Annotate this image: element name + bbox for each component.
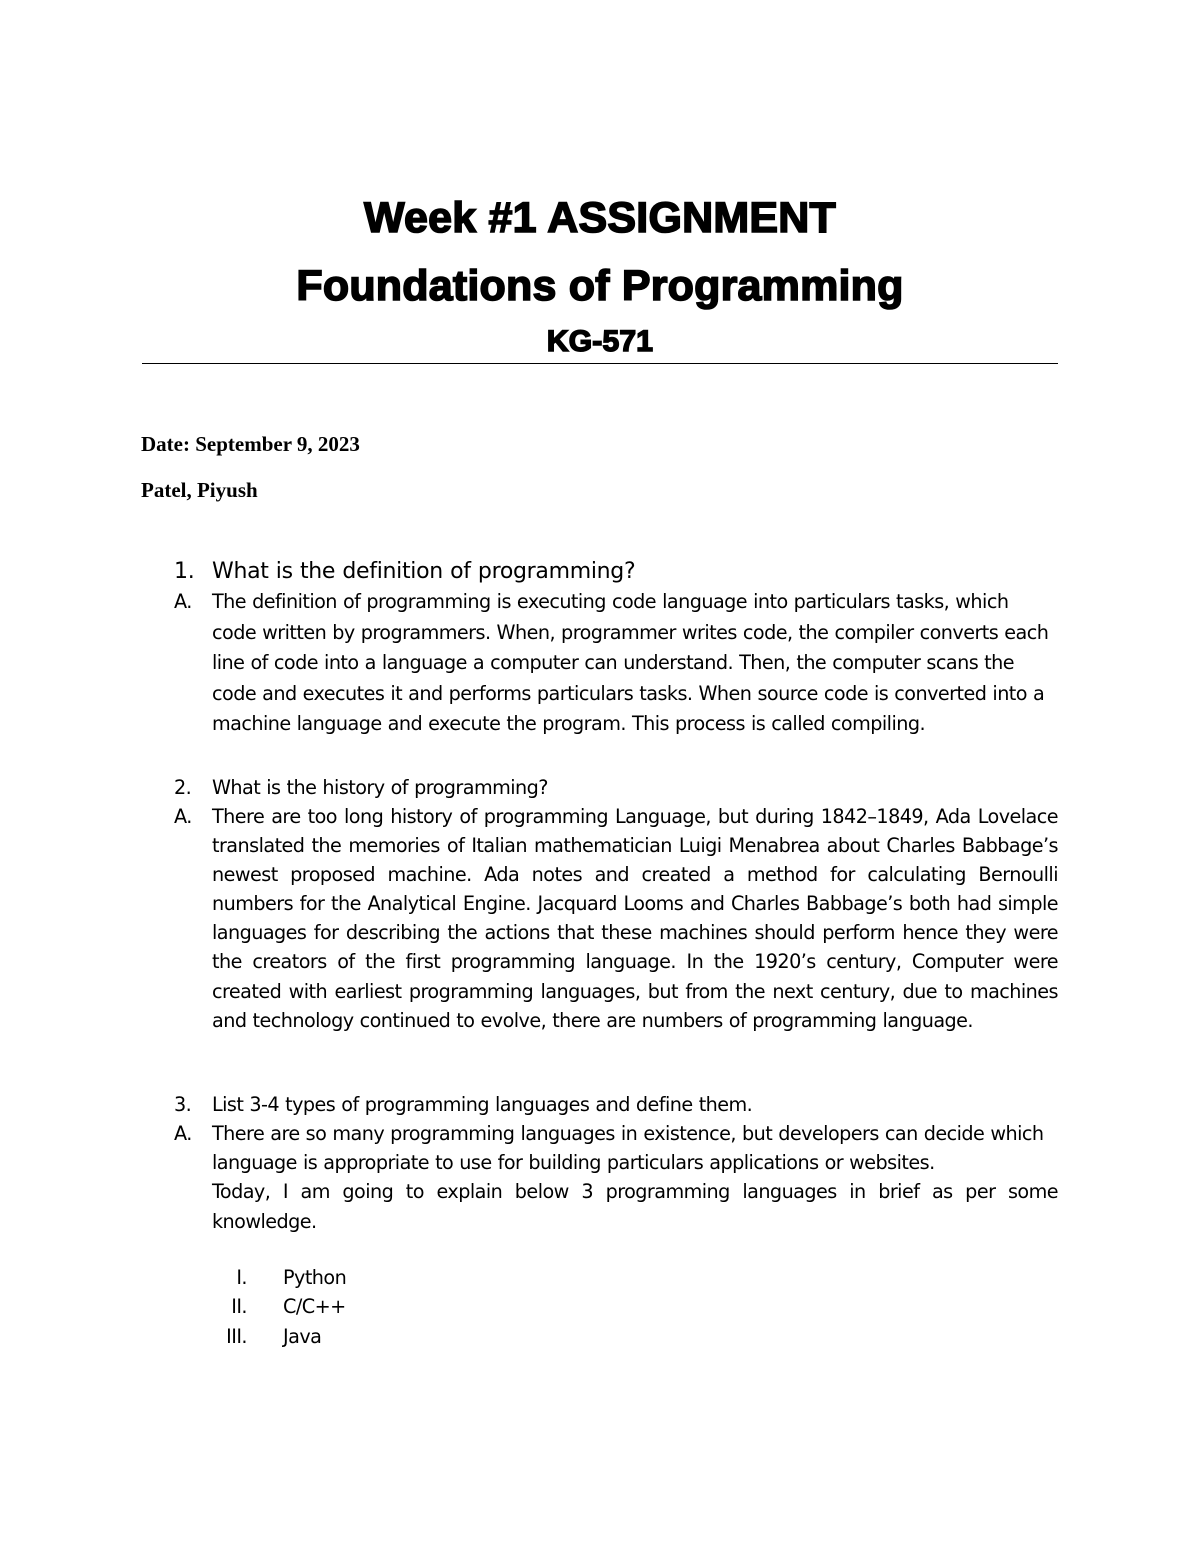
list-numeral: II. — [231, 1295, 247, 1319]
answer-label: A. — [174, 1122, 192, 1145]
answer-text: There are too long history of programming Language, but during 1842–1849, Ada Lovelace translated the memories of Italian mathematician Luigi Menabrea about Charles Babbage’s newest proposed machine. Ada notes and created a method for calculating Bernoulli numbers for the Analytical Engine. Jacquard Looms and Charles Babbage’s both had simple languages for describing the actions that these machines should perform hence they were the creators of the first programming language. In the 1920’s century, Computer were created with earliest programming languages, but from the next century, due to machines and technology continued to evolve, there are numbers of programming language. — [212, 805, 1058, 1032]
question-number: 3. — [174, 1093, 192, 1116]
question-number: 1. — [174, 559, 195, 584]
list-text: C/C++ — [283, 1295, 346, 1319]
answer-2 — [174, 802, 1058, 1035]
list-numeral: III. — [226, 1324, 247, 1348]
question-2 — [174, 773, 1058, 803]
date-line: Date: September 9, 2023 — [141, 432, 360, 456]
answer-paragraph-1: There are so many programming languages in existence, but developers can decide which language is appropriate to use for building particulars applications or websites. — [212, 1122, 1044, 1175]
header-divider — [142, 363, 1058, 364]
author-name: Patel, Piyush — [141, 478, 258, 502]
assignment-title: Week #1 ASSIGNMENT — [364, 194, 836, 242]
answer-1 — [174, 587, 1058, 740]
answer-label: A. — [174, 590, 192, 613]
answer-text — [212, 1119, 1058, 1236]
course-code: KG-571 — [546, 325, 654, 358]
list-text: Java — [283, 1324, 322, 1348]
question-text: What is the history of programming? — [212, 776, 548, 799]
question-text: What is the definition of programming? — [212, 559, 636, 584]
list-numeral: I. — [236, 1266, 247, 1289]
list-text: Python — [283, 1266, 347, 1289]
question-3 — [174, 1090, 1058, 1120]
question-1 — [174, 557, 1058, 587]
answer-text: The definition of programming is executing code language into particulars tasks, which code written by programmers. When, programmer writes code, the compiler converts each line of code into a language a computer can understand. Then, the computer scans the code and executes it and performs particulars tasks. When source code is converted into a machine language and execute the program. This process is called compiling. — [212, 590, 1049, 736]
course-title: Foundations of Programming — [296, 262, 904, 310]
question-text: List 3-4 types of programming languages and define them. — [212, 1093, 753, 1116]
question-number: 2. — [174, 776, 192, 799]
answer-label: A. — [174, 805, 192, 828]
answer-3 — [174, 1119, 1058, 1236]
answer-paragraph-2: Today, I am going to explain below 3 programming languages in brief as per some knowledge. — [212, 1180, 1058, 1233]
